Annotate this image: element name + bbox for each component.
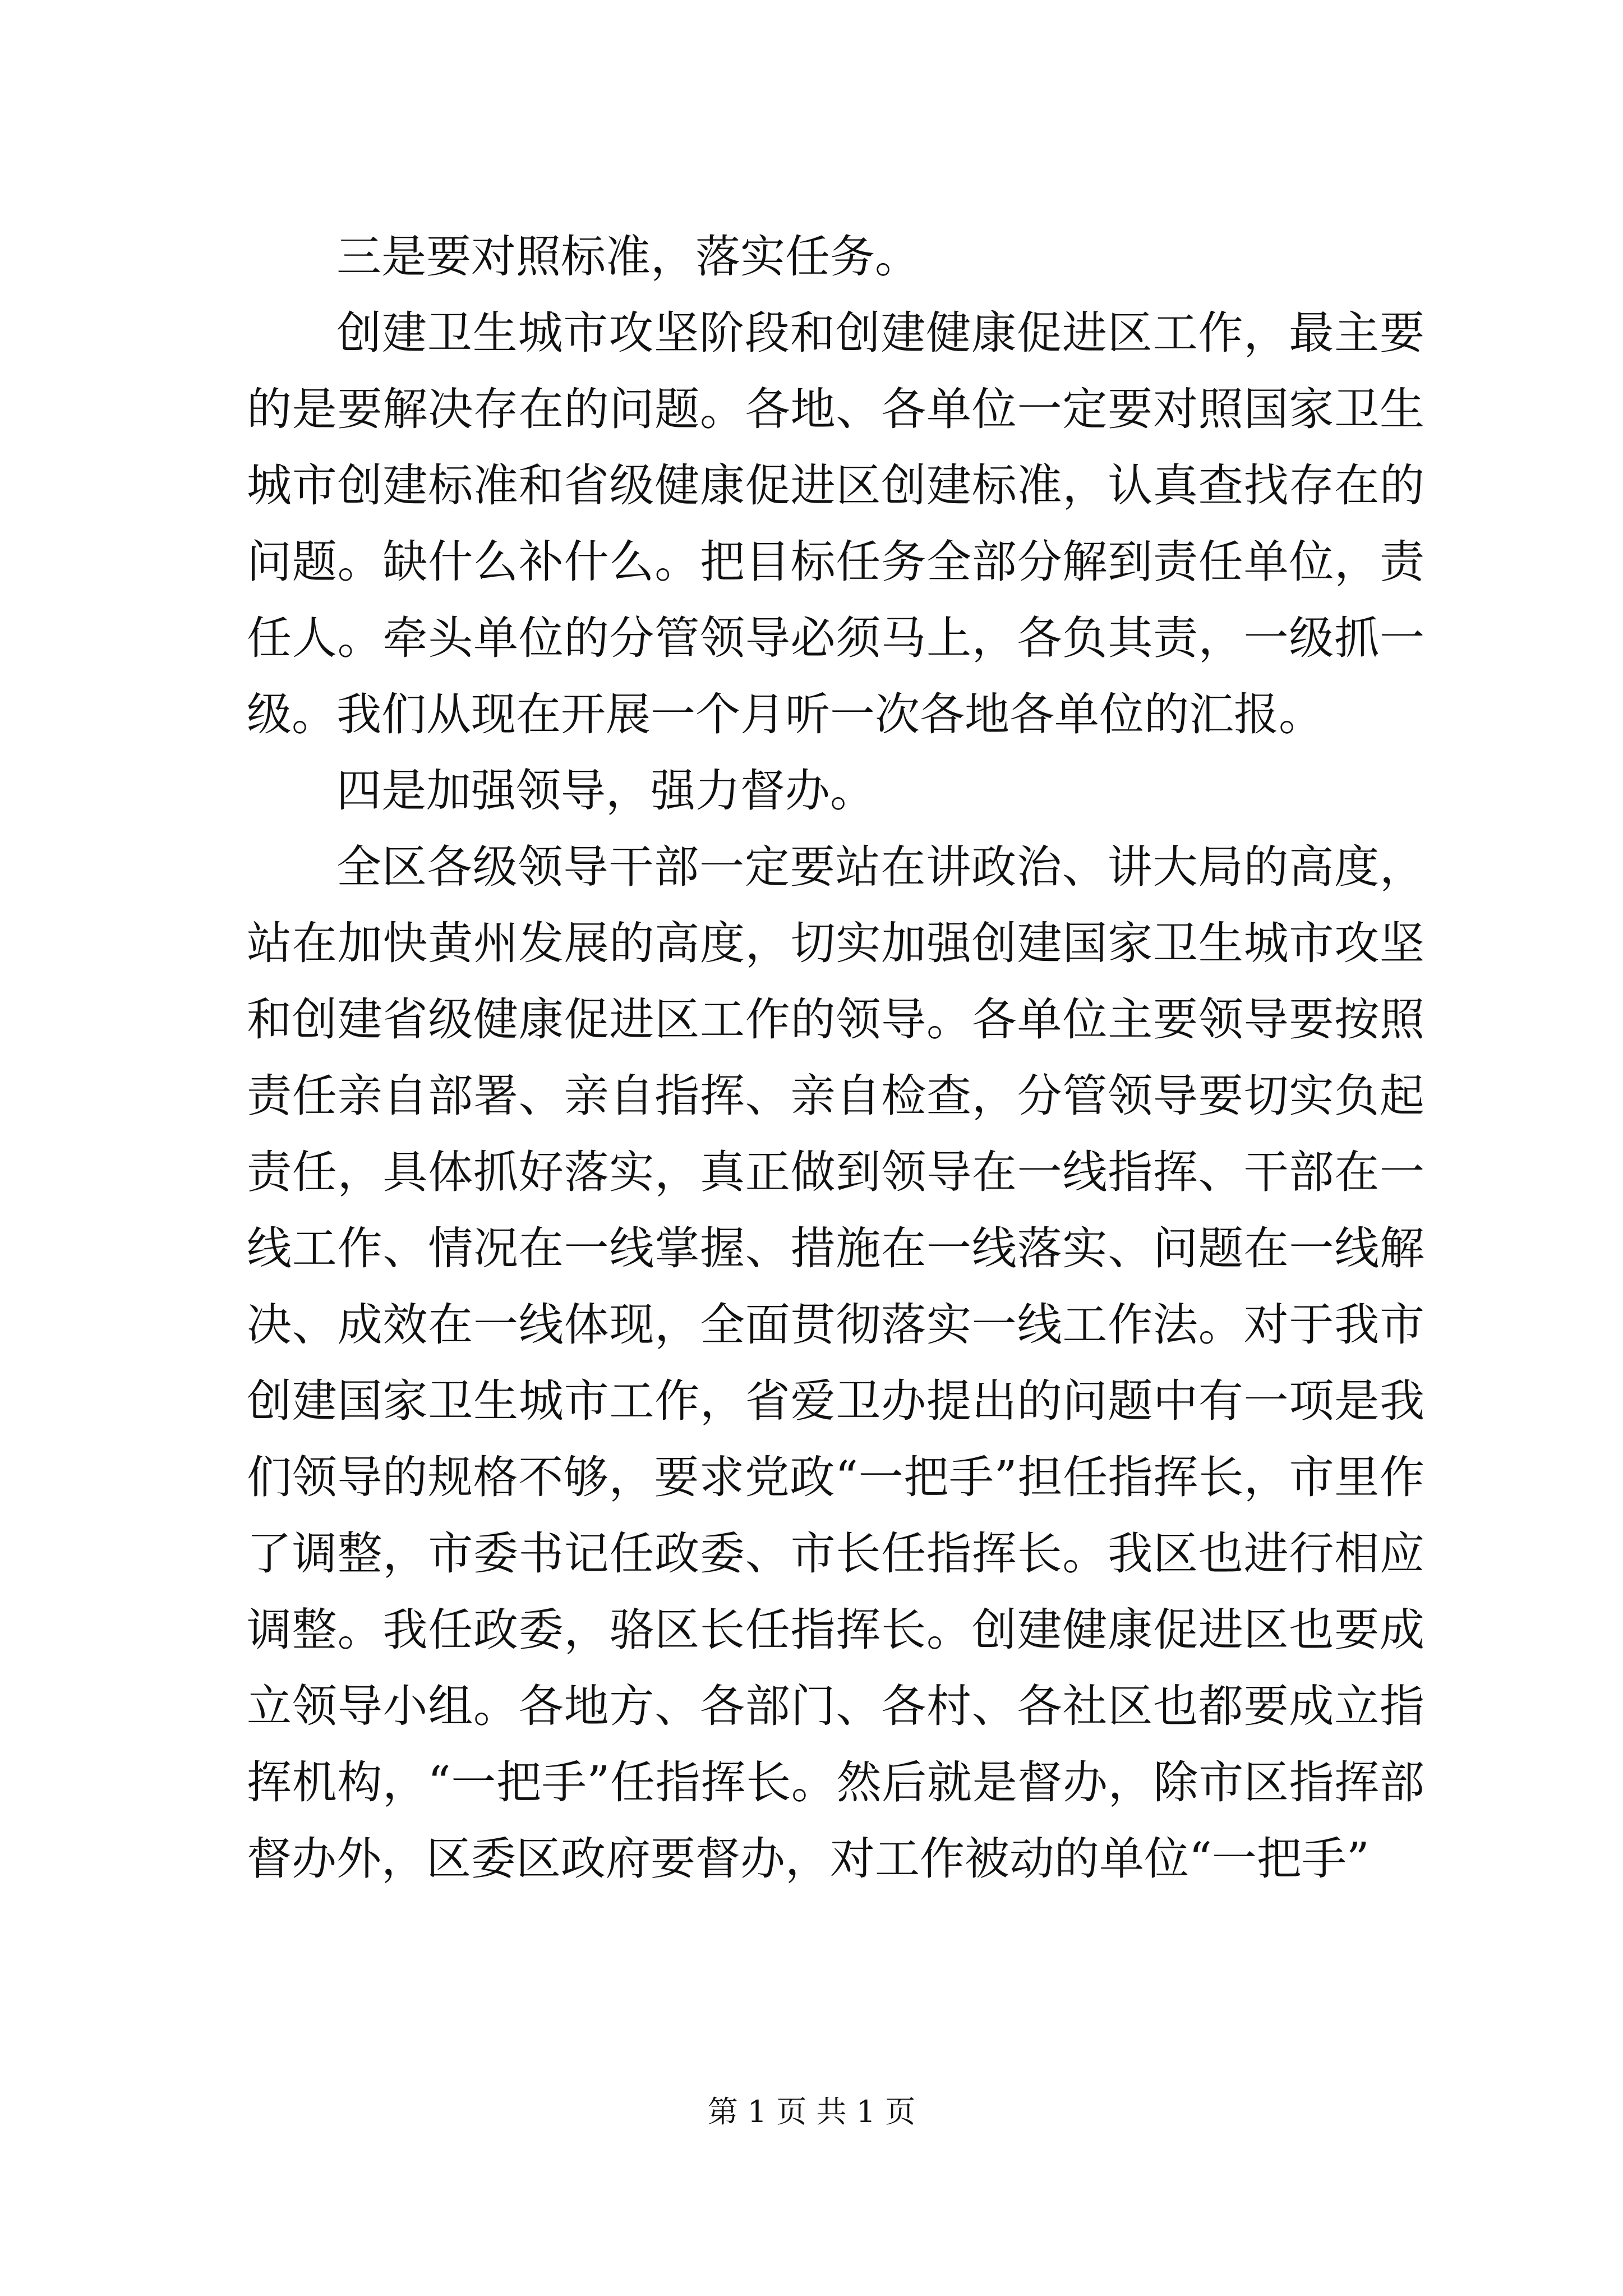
body-paragraph: 全区各级领导干部一定要站在讲政治、讲大局的高度，站在加快黄州发展的高度，切实加强创建国家卫生城市攻坚和创建省级健康促进区工作的领导。各单位主要领导要按照责任亲自部署、亲自指挥、亲自检查，分管领导要切实负起责任，具体抓好落实，真正做到领导在一线指挥、干部在一线工作、情况在一线掌握、措施在一线落实、问题在一线解决、成效在一线体现，全面贯彻落实一线工作法。对于我市创建国家卫生城市工作，省爱卫办提出的问题中有一项是我们领导的规格不够，要求党政“一把手”担任指挥长，市里作了调整，市委书记任政委、市长任指挥长。我区也进行相应调整。我任政委，骆区长任指挥长。创建健康促进区也要成立领导小组。各地方、各部门、各村、各社区也都要成立指挥机构，“一把手”任指挥长。然后就是督办，除市区指挥部督办外，区委区政府要督办，对工作被动的单位“一把手”	[247, 841, 1424, 1885]
section-heading-4: 四是加强领导，强力督办。	[336, 765, 875, 817]
page-number-footer: 第 1 页 共 1 页	[707, 2094, 916, 2129]
document-body	[247, 219, 1424, 1897]
section-heading-3: 三是要对照标准，落实任务。	[336, 231, 920, 283]
body-paragraph: 创建卫生城市攻坚阶段和创建健康促进区工作，最主要的是要解决存在的问题。各地、各单位一定要对照国家卫生城市创建标准和省级健康促进区创建标准，认真查找存在的问题。缺什么补什么。把目标任务全部分解到责任单位，责任人。牵头单位的分管领导必须马上，各负其责，一级抓一级。我们从现在开展一个月听一次各地各单位的汇报。	[247, 307, 1424, 740]
